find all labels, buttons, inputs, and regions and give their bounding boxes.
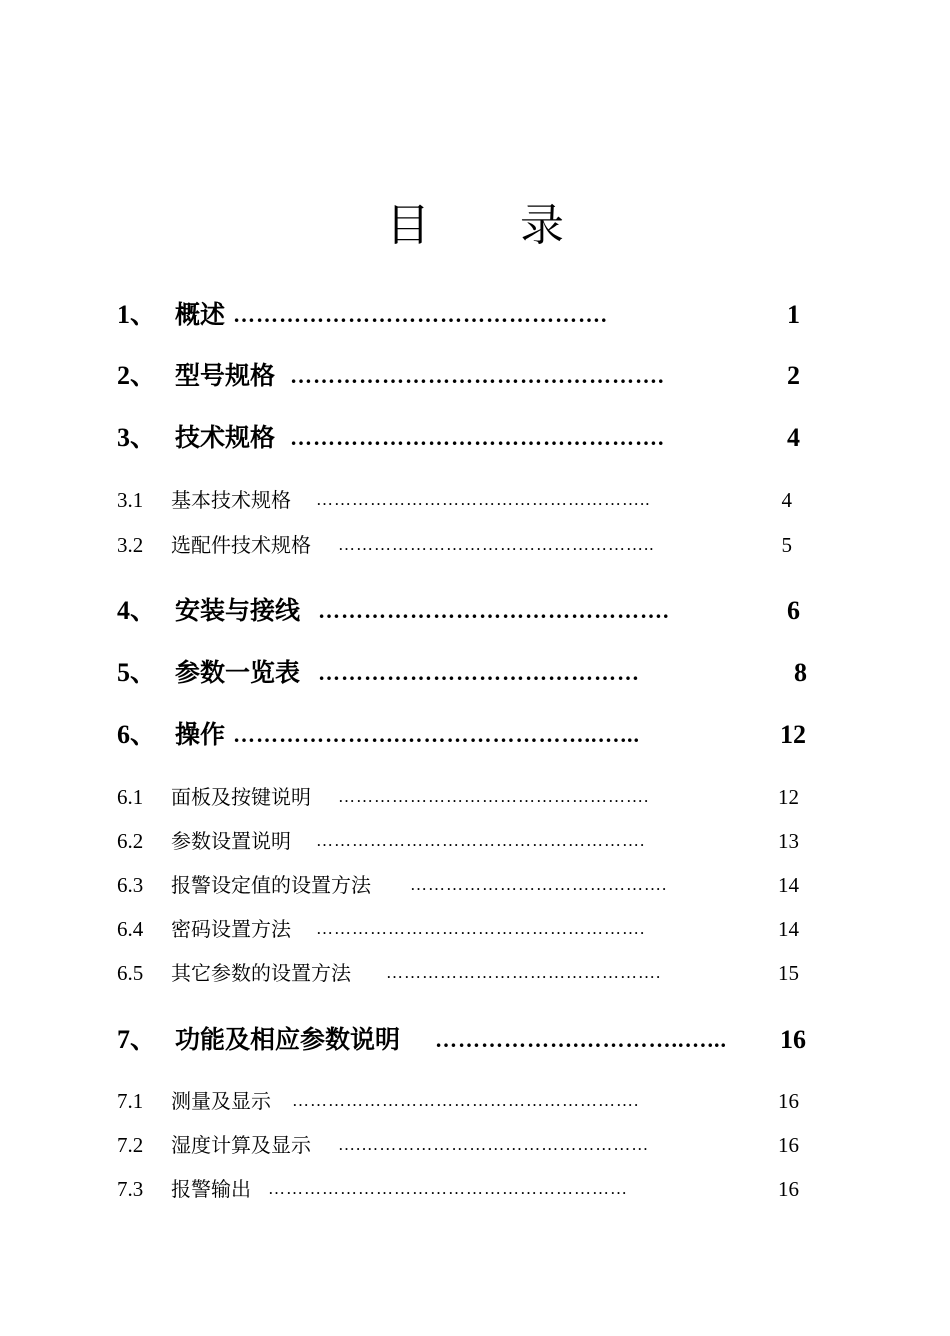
toc-entry-label: 面板及按键说明 (171, 785, 311, 809)
toc-leader-dots: ……………………………………………….. (316, 490, 651, 509)
toc-entry-number: 6.1 (117, 785, 144, 809)
toc-entry-number: 3.2 (117, 533, 144, 557)
toc-page-number: 14 (778, 873, 799, 897)
toc-leader-dots: ………………………………………. (386, 963, 662, 982)
toc-entry-number: 3.1 (117, 488, 144, 512)
toc-entry-label: 技术规格 (175, 423, 276, 452)
toc-entry-number: 6.5 (117, 961, 144, 985)
toc-title (0, 196, 950, 256)
toc-leader-dots: …………………………………………. (233, 302, 608, 327)
toc-entry-number: 6.4 (117, 917, 144, 941)
toc-leader-dots: ……………………………………………. (338, 787, 650, 806)
toc-page-number: 15 (778, 961, 799, 985)
toc-entry-label: 安装与接线 (175, 596, 301, 625)
toc-leader-dots: …………………………………………. (290, 363, 665, 388)
toc-entry-label: 参数设置说明 (171, 829, 291, 853)
toc-leader-dots: ….………………………………………… (338, 1135, 650, 1154)
toc-entry-number: 7、 (117, 1025, 157, 1054)
toc-page-number: 14 (778, 917, 799, 941)
toc-leader-dots: …………………………………………………… (268, 1179, 628, 1198)
toc-entry-number: 1、 (117, 300, 157, 329)
toc-entry-number: 6.3 (117, 873, 144, 897)
toc-entry-section-6-2[interactable] (0, 821, 950, 861)
toc-leader-dots: ………………………………………………. (316, 831, 646, 850)
toc-title-char-1: 目 (386, 200, 430, 251)
toc-entry-number: 5、 (117, 658, 157, 687)
toc-entry-section-7-1[interactable] (0, 1081, 950, 1121)
toc-entry-label: 概述 (175, 300, 226, 329)
toc-entry-label: 选配件技术规格 (171, 533, 311, 557)
toc-entry-number: 7.3 (117, 1177, 144, 1201)
toc-page-number: 2 (787, 361, 800, 390)
toc-page-number: 12 (778, 785, 799, 809)
toc-entry-label: 型号规格 (175, 361, 276, 390)
toc-entry-section-3-1[interactable] (0, 480, 950, 520)
toc-leader-dots: ……………….…………..…... (435, 1027, 727, 1052)
toc-title-char-2: 录 (520, 200, 564, 251)
toc-entry-section-6-4[interactable] (0, 909, 950, 949)
toc-entry-number: 6.2 (117, 829, 144, 853)
toc-leader-dots: ………………….……………………..…... (233, 722, 640, 747)
toc-entry-chapter-7[interactable] (0, 1020, 950, 1060)
toc-page-number: 16 (778, 1089, 799, 1113)
toc-entry-label: 功能及相应参数说明 (175, 1025, 401, 1054)
toc-entry-label: 报警设定值的设置方法 (171, 873, 371, 897)
toc-entry-label: 基本技术规格 (171, 488, 291, 512)
toc-entry-section-7-2[interactable] (0, 1125, 950, 1165)
toc-entry-label: 报警输出 (171, 1177, 251, 1201)
toc-entry-section-6-5[interactable] (0, 953, 950, 993)
toc-entry-chapter-3[interactable] (0, 418, 950, 458)
toc-entry-number: 2、 (117, 361, 157, 390)
toc-entry-label: 密码设置方法 (171, 917, 291, 941)
toc-entry-label: 测量及显示 (171, 1089, 271, 1113)
toc-entry-chapter-6[interactable] (0, 715, 950, 755)
toc-page-number: 4 (781, 488, 792, 512)
toc-leader-dots: …………………………………… (318, 660, 640, 685)
toc-entry-number: 3、 (117, 423, 157, 452)
toc-entry-chapter-2[interactable] (0, 356, 950, 396)
toc-entry-label: 参数一览表 (175, 658, 301, 687)
toc-entry-number: 4、 (117, 596, 157, 625)
toc-page-number: 1 (787, 300, 800, 329)
toc-page-number: 4 (787, 423, 800, 452)
toc-page-number: 12 (780, 720, 806, 749)
toc-entry-chapter-1[interactable] (0, 295, 950, 335)
toc-page-number: 16 (780, 1025, 806, 1054)
toc-entry-number: 7.1 (117, 1089, 144, 1113)
toc-entry-section-3-2[interactable] (0, 525, 950, 565)
toc-page-number: 6 (787, 596, 800, 625)
toc-entry-number: 6、 (117, 720, 157, 749)
toc-page-number: 13 (778, 829, 799, 853)
toc-entry-label: 其它参数的设置方法 (171, 961, 351, 985)
toc-page-number: 16 (778, 1133, 799, 1157)
toc-entry-section-6-3[interactable] (0, 865, 950, 905)
toc-leader-dots: …………………………………………. (290, 425, 665, 450)
toc-page-number: 16 (778, 1177, 799, 1201)
toc-leader-dots: ……………………………………. (410, 875, 668, 894)
toc-entry-section-6-1[interactable] (0, 777, 950, 817)
toc-entry-section-7-3[interactable] (0, 1169, 950, 1209)
toc-leader-dots: ………………………………………………. (316, 919, 646, 938)
toc-entry-chapter-4[interactable] (0, 591, 950, 631)
toc-leader-dots: …………………………………………………. (292, 1091, 640, 1110)
toc-entry-number: 7.2 (117, 1133, 144, 1157)
toc-entry-chapter-5[interactable] (0, 653, 950, 693)
toc-entry-label: 操作 (175, 720, 226, 749)
toc-page-number: 5 (781, 533, 792, 557)
toc-leader-dots: …………………………………………….. (338, 535, 655, 554)
toc-entry-label: 湿度计算及显示 (171, 1133, 311, 1157)
toc-leader-dots: ………………………………………. (318, 598, 670, 623)
toc-page-number: 8 (794, 658, 807, 687)
